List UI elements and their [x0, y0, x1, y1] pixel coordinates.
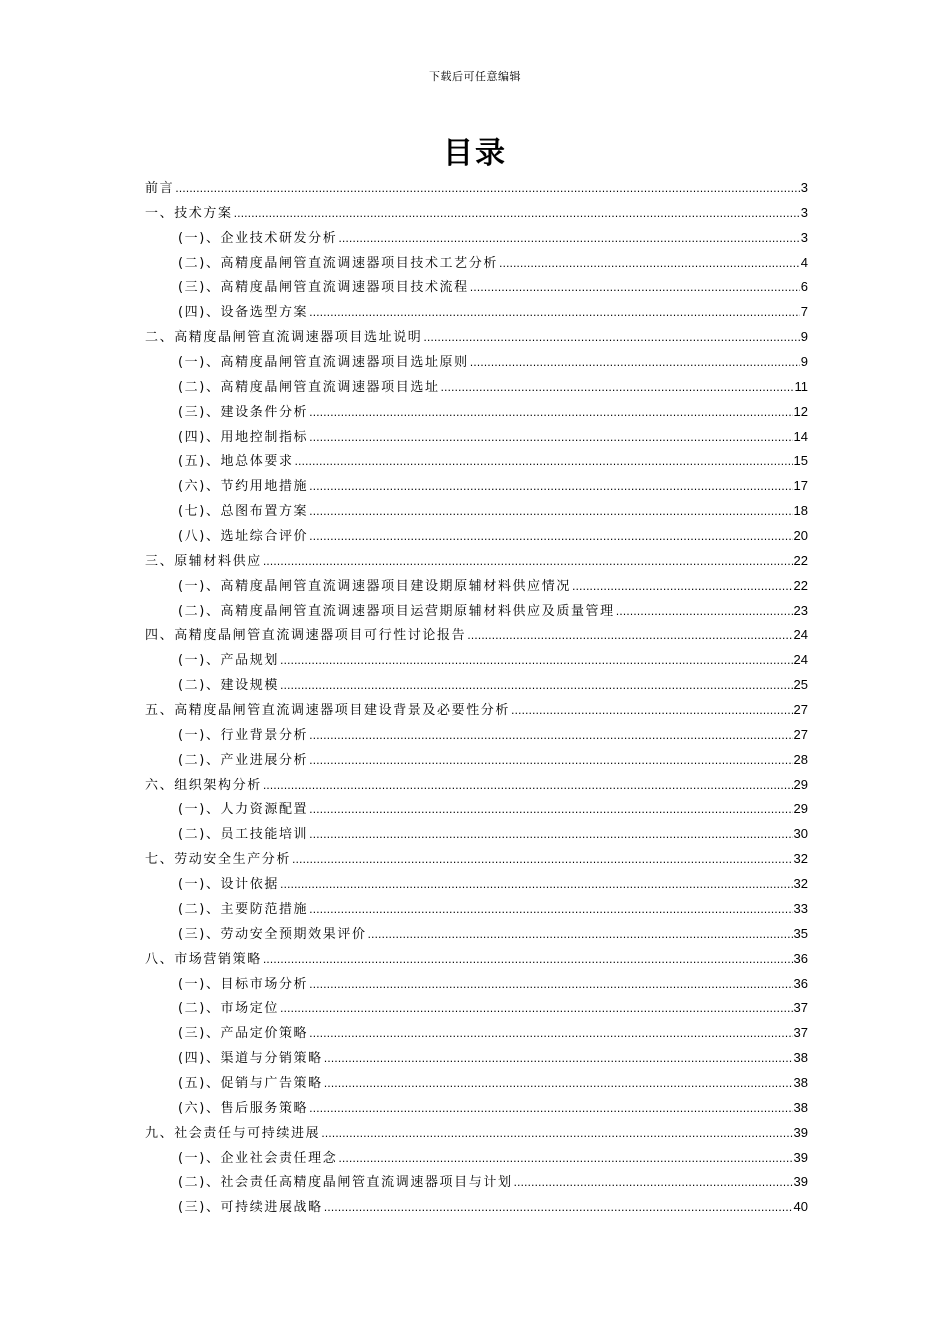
- toc-entry-page-number: 29: [793, 776, 808, 792]
- toc-entry-label: (一)、高精度晶闸管直流调速器项目选址原则: [178, 355, 469, 371]
- toc-dot-leader: [309, 401, 792, 426]
- toc-dot-leader: [234, 202, 800, 227]
- toc-entry[interactable]: [145, 251, 808, 276]
- toc-entry-page-number: 32: [793, 876, 808, 892]
- toc-entry[interactable]: [145, 400, 808, 425]
- toc-entry-label: (六)、节约用地措施: [178, 479, 309, 495]
- toc-entry[interactable]: [145, 1170, 808, 1195]
- toc-entry-label: 六、组织架构分析: [145, 777, 262, 793]
- toc-entry-page-number: 7: [800, 304, 808, 320]
- toc-entry-page-number: 39: [793, 1149, 808, 1165]
- toc-entry-page-number: 3: [800, 180, 808, 195]
- toc-entry[interactable]: [145, 474, 808, 499]
- toc-entry-label: 五、高精度晶闸管直流调速器项目建设背景及必要性分析: [145, 703, 511, 719]
- toc-dot-leader: [280, 873, 793, 898]
- toc-dot-leader: [280, 649, 793, 674]
- toc-entry[interactable]: [145, 797, 808, 822]
- toc-entry[interactable]: [145, 773, 808, 798]
- toc-entry-page-number: 18: [793, 503, 808, 519]
- table-of-contents: [145, 176, 808, 1220]
- toc-entry[interactable]: [145, 549, 808, 574]
- toc-entry-label: 二、高精度晶闸管直流调速器项目选址说明: [145, 330, 423, 346]
- toc-entry-label: (一)、设计依据: [178, 877, 279, 893]
- toc-dot-leader: [175, 177, 800, 202]
- toc-entry[interactable]: [145, 375, 808, 400]
- toc-entry-page-number: 22: [793, 577, 808, 593]
- toc-entry-page-number: 4: [800, 254, 808, 270]
- toc-entry-label: (二)、市场定位: [178, 1001, 279, 1017]
- toc-dot-leader: [499, 252, 800, 277]
- toc-entry[interactable]: [145, 996, 808, 1021]
- toc-dot-leader: [616, 600, 793, 625]
- toc-dot-leader: [295, 450, 793, 475]
- toc-entry[interactable]: [145, 599, 808, 624]
- toc-dot-leader: [309, 898, 792, 923]
- toc-dot-leader: [309, 500, 792, 525]
- toc-entry-label: (二)、高精度晶闸管直流调速器项目运营期原辅材料供应及质量管理: [178, 603, 615, 619]
- toc-entry[interactable]: [145, 325, 808, 350]
- toc-entry-page-number: 39: [793, 1124, 808, 1140]
- toc-entry[interactable]: [145, 574, 808, 599]
- toc-dot-leader: [321, 1122, 792, 1147]
- toc-entry-page-number: 39: [793, 1174, 808, 1190]
- toc-entry-label: (三)、建设条件分析: [178, 404, 309, 420]
- toc-entry-label: (二)、产业进展分析: [178, 752, 309, 768]
- toc-entry-page-number: 17: [793, 478, 808, 494]
- toc-entry-page-number: 27: [793, 702, 808, 718]
- toc-entry[interactable]: [145, 648, 808, 673]
- toc-entry-page-number: 9: [800, 329, 808, 345]
- toc-entry[interactable]: [145, 1146, 808, 1171]
- toc-entry[interactable]: [145, 350, 808, 375]
- toc-dot-leader: [263, 948, 793, 973]
- toc-entry[interactable]: [145, 1121, 808, 1146]
- toc-entry-label: (二)、高精度晶闸管直流调速器项目技术工艺分析: [178, 255, 498, 271]
- toc-entry-page-number: 28: [793, 751, 808, 767]
- toc-dot-leader: [263, 550, 793, 575]
- toc-dot-leader: [470, 351, 800, 376]
- toc-dot-leader: [309, 426, 792, 451]
- toc-entry-label: (四)、渠道与分销策略: [178, 1051, 323, 1067]
- toc-entry[interactable]: [145, 623, 808, 648]
- toc-entry-label: (二)、员工技能培训: [178, 827, 309, 843]
- toc-entry-label: 前言: [145, 181, 175, 196]
- toc-entry-page-number: 38: [793, 1050, 808, 1066]
- toc-entry-label: 一、技术方案: [145, 205, 233, 221]
- toc-entry-page-number: 9: [800, 354, 808, 370]
- toc-entry-page-number: 30: [793, 826, 808, 842]
- toc-entry[interactable]: [145, 1195, 808, 1220]
- toc-entry-page-number: 3: [800, 229, 808, 245]
- toc-entry-page-number: 40: [793, 1199, 808, 1215]
- toc-entry-label: (一)、企业社会责任理念: [178, 1150, 338, 1166]
- toc-entry[interactable]: [145, 499, 808, 524]
- toc-entry-label: (三)、可持续进展战略: [178, 1200, 323, 1216]
- toc-entry-label: (五)、促销与广告策略: [178, 1075, 323, 1091]
- toc-entry-label: (二)、主要防范措施: [178, 901, 309, 917]
- toc-dot-leader: [309, 798, 792, 823]
- toc-dot-leader: [309, 823, 792, 848]
- toc-entry-page-number: 29: [793, 801, 808, 817]
- toc-dot-leader: [280, 674, 793, 699]
- toc-entry[interactable]: [145, 226, 808, 251]
- toc-title: 目录: [443, 136, 507, 171]
- toc-entry-label: 九、社会责任与可持续进展: [145, 1125, 321, 1141]
- toc-entry-page-number: 36: [793, 950, 808, 966]
- toc-entry-label: (三)、高精度晶闸管直流调速器项目技术流程: [178, 280, 469, 296]
- toc-entry-label: (一)、目标市场分析: [178, 976, 309, 992]
- toc-dot-leader: [338, 227, 799, 252]
- toc-entry-page-number: 20: [793, 528, 808, 544]
- toc-entry[interactable]: [145, 1071, 808, 1096]
- toc-entry-page-number: 14: [793, 428, 808, 444]
- toc-entry[interactable]: [145, 1096, 808, 1121]
- toc-dot-leader: [368, 923, 793, 948]
- toc-entry[interactable]: [145, 425, 808, 450]
- toc-entry-page-number: 37: [793, 1025, 808, 1041]
- toc-dot-leader: [338, 1147, 792, 1172]
- page-header-note: 下载后可任意编辑: [429, 70, 521, 83]
- toc-entry-label: (六)、售后服务策略: [178, 1100, 309, 1116]
- toc-dot-leader: [324, 1196, 793, 1221]
- toc-entry-page-number: 22: [793, 552, 808, 568]
- toc-dot-leader: [514, 1171, 793, 1196]
- toc-entry-page-number: 32: [793, 851, 808, 867]
- toc-dot-leader: [441, 376, 794, 401]
- toc-entry-label: (五)、地总体要求: [178, 454, 294, 470]
- toc-entry-page-number: 36: [793, 975, 808, 991]
- toc-entry-page-number: 25: [793, 677, 808, 693]
- toc-dot-leader: [423, 326, 799, 351]
- toc-entry-page-number: 23: [793, 602, 808, 618]
- toc-entry-label: (八)、选址综合评价: [178, 529, 309, 545]
- toc-entry-page-number: 15: [793, 453, 808, 469]
- toc-entry[interactable]: [145, 748, 808, 773]
- toc-entry[interactable]: [145, 275, 808, 300]
- toc-entry-label: 七、劳动安全生产分析: [145, 852, 292, 868]
- toc-entry-page-number: 11: [794, 378, 808, 394]
- toc-entry-label: (三)、产品定价策略: [178, 1026, 309, 1042]
- toc-entry[interactable]: [145, 897, 808, 922]
- toc-dot-leader: [572, 575, 793, 600]
- toc-dot-leader: [280, 997, 793, 1022]
- toc-dot-leader: [263, 774, 793, 799]
- toc-entry[interactable]: [145, 176, 808, 201]
- toc-entry-page-number: 38: [793, 1099, 808, 1115]
- toc-entry-label: (三)、劳动安全预期效果评价: [178, 926, 367, 942]
- toc-entry[interactable]: [145, 972, 808, 997]
- toc-entry-label: (一)、企业技术研发分析: [178, 230, 338, 246]
- toc-dot-leader: [309, 973, 792, 998]
- toc-entry-label: (一)、人力资源配置: [178, 802, 309, 818]
- toc-entry[interactable]: [145, 1046, 808, 1071]
- toc-entry-page-number: 3: [800, 204, 808, 220]
- toc-dot-leader: [470, 276, 800, 301]
- toc-entry-label: (二)、建设规模: [178, 678, 279, 694]
- toc-entry-page-number: 6: [800, 279, 808, 295]
- toc-entry[interactable]: [145, 673, 808, 698]
- toc-entry-page-number: 24: [793, 652, 808, 668]
- toc-entry[interactable]: [145, 872, 808, 897]
- toc-entry-page-number: 37: [793, 1000, 808, 1016]
- toc-dot-leader: [467, 624, 792, 649]
- toc-entry[interactable]: [145, 449, 808, 474]
- toc-dot-leader: [324, 1047, 793, 1072]
- toc-entry[interactable]: [145, 1021, 808, 1046]
- toc-dot-leader: [511, 699, 793, 724]
- toc-entry[interactable]: [145, 847, 808, 872]
- toc-entry-label: (四)、设备选型方案: [178, 305, 309, 321]
- toc-entry-page-number: 33: [793, 900, 808, 916]
- toc-entry-page-number: 12: [793, 403, 808, 419]
- toc-entry-label: (二)、高精度晶闸管直流调速器项目选址: [178, 379, 440, 395]
- toc-entry-page-number: 38: [793, 1074, 808, 1090]
- toc-dot-leader: [309, 749, 792, 774]
- toc-dot-leader: [309, 301, 800, 326]
- toc-dot-leader: [309, 1097, 792, 1122]
- toc-dot-leader: [309, 1022, 792, 1047]
- toc-entry-page-number: 27: [793, 726, 808, 742]
- toc-entry-label: (一)、行业背景分析: [178, 727, 309, 743]
- toc-entry[interactable]: [145, 947, 808, 972]
- toc-entry-label: (一)、高精度晶闸管直流调速器项目建设期原辅材料供应情况: [178, 578, 571, 594]
- toc-entry-label: (二)、社会责任高精度晶闸管直流调速器项目与计划: [178, 1175, 513, 1191]
- toc-entry[interactable]: [145, 201, 808, 226]
- toc-entry-label: 三、原辅材料供应: [145, 553, 262, 569]
- toc-dot-leader: [309, 525, 792, 550]
- toc-dot-leader: [292, 848, 793, 873]
- toc-entry-page-number: 35: [793, 925, 808, 941]
- toc-entry[interactable]: [145, 723, 808, 748]
- toc-entry-label: (一)、产品规划: [178, 653, 279, 669]
- toc-entry-label: (四)、用地控制指标: [178, 429, 309, 445]
- toc-entry[interactable]: [145, 524, 808, 549]
- toc-entry-page-number: 24: [793, 627, 808, 643]
- toc-entry[interactable]: [145, 922, 808, 947]
- toc-entry[interactable]: [145, 300, 808, 325]
- toc-entry[interactable]: [145, 822, 808, 847]
- toc-entry-label: 八、市场营销策略: [145, 951, 262, 967]
- toc-dot-leader: [309, 475, 792, 500]
- toc-entry-label: 四、高精度晶闸管直流调速器项目可行性讨论报告: [145, 628, 467, 644]
- toc-dot-leader: [324, 1072, 793, 1097]
- toc-entry-label: (七)、总图布置方案: [178, 504, 309, 520]
- toc-dot-leader: [309, 724, 792, 749]
- toc-entry[interactable]: [145, 698, 808, 723]
